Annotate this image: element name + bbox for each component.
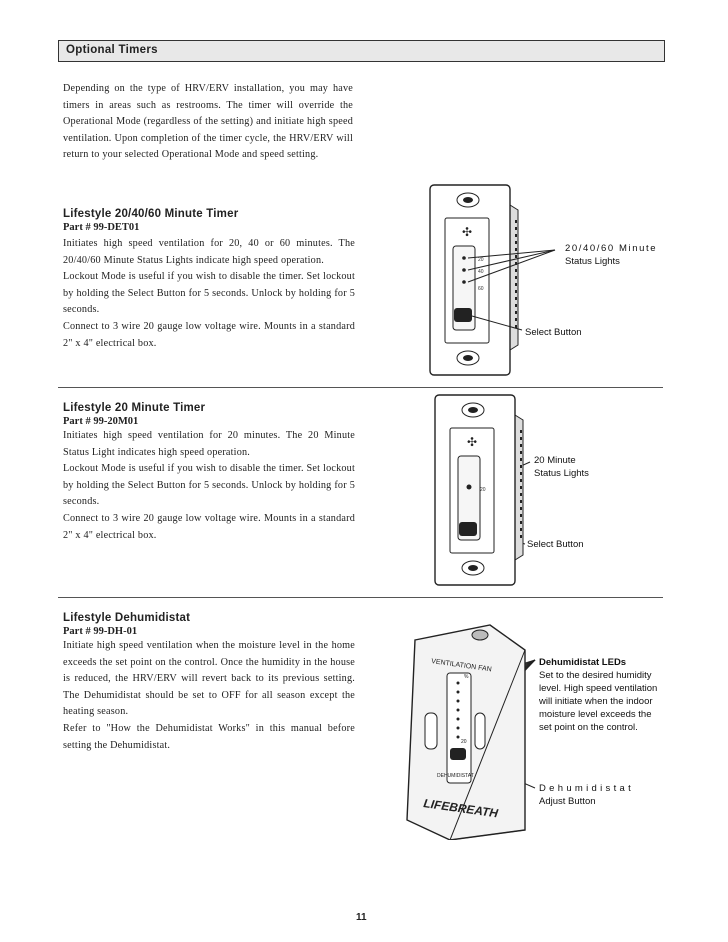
part-number: Part # 99-DH-01 [63, 626, 138, 637]
right-slot [475, 713, 485, 749]
led [457, 736, 460, 739]
percent-label: % [464, 674, 469, 680]
device-top-label: VENTILATION FAN [430, 658, 493, 674]
label-20: 20 [478, 257, 484, 263]
status-light-20 [467, 485, 472, 490]
led [457, 700, 460, 703]
intro-paragraph: Depending on the type of HRV/ERV installation, you may have timers in areas such as restrooms. The timer will override the Operational Mode (regardless of the setting) and initiate high speed ventilation. Upon completion of the timer cycle, the HRV/ERV will return to your selected Operational Mode and speed setting. [63, 83, 353, 161]
led [457, 691, 460, 694]
bottom-screw [468, 565, 478, 571]
led [457, 727, 460, 730]
fan-icon: ✣ [462, 225, 473, 239]
label-20: 20 [461, 739, 467, 745]
callout-dehumidistat-leds: Dehumidistat LEDs Set to the desired humidity level. High speed ventilation will initiate when the indoor moisture level exceeds the set point on the control. [539, 657, 658, 733]
paragraph: Lockout Mode is useful if you wish to disable the timer. Set lockout by holding the Select Button for 5 seconds. Unlock by holding for 5 seconds. [63, 271, 355, 316]
paragraph: Initiate high speed ventilation when the moisture level in the home exceeds the set point on the control. Once the humidity in the house is reduced, the HRV/ERV will revert back to its previous setting. The Dehumidistat should be set to OFF for all season except the heating season. [63, 640, 355, 718]
section-title: Lifestyle 20/40/60 Minute Timer [63, 208, 239, 220]
page-number: 11 [356, 912, 367, 923]
paragraph: Connect to 3 wire 20 gauge low voltage wire. Mounts in a standard 2" x 4" electrical box. [63, 512, 355, 541]
adjust-button [450, 748, 466, 760]
paragraph: Initiates high speed ventilation for 20, 40 or 60 minutes. The 20/40/60 Minute Status Lights indicate high speed operation. [63, 238, 355, 266]
led [457, 682, 460, 685]
brand-logo: LIFEBREATH [422, 796, 499, 821]
top-screw [468, 407, 478, 413]
paragraph: Refer to "How the Dehumidistat Works" in this manual before setting the Dehumidistat. [63, 722, 355, 751]
section-title: Lifestyle Dehumidistat [63, 612, 191, 624]
leader-line [472, 316, 522, 330]
leader-line [468, 250, 555, 270]
label-60: 60 [478, 286, 484, 292]
callout-select-button: Select Button [527, 539, 584, 550]
device-mode-label: DEHUMIDISTAT [437, 773, 474, 779]
callout-status-lights: 20/40/60 Minute Status Lights [565, 243, 658, 267]
callout-status-light: 20 Minute Status Lights [534, 455, 589, 479]
label-20: 20 [480, 487, 486, 493]
led [457, 709, 460, 712]
callout-adjust-button: Dehumidistat Adjust Button [539, 783, 635, 807]
label-40: 40 [478, 269, 484, 275]
callout-select-button: Select Button [525, 327, 582, 338]
dehumidistat-illustration [395, 615, 535, 840]
paragraph: Initiates high speed ventilation for 20 minutes. The 20 Minute Status Light indicates high speed operation. [63, 430, 355, 458]
top-knob [472, 630, 488, 640]
part-number: Part # 99-DET01 [63, 222, 140, 233]
select-button [459, 522, 477, 536]
left-slot [425, 713, 437, 749]
paragraph: Connect to 3 wire 20 gauge low voltage wire. Mounts in a standard 2" x 4" electrical box. [63, 320, 355, 349]
led [457, 718, 460, 721]
section-title: Lifestyle 20 Minute Timer [63, 402, 206, 414]
section-header-title: Optional Timers [66, 44, 158, 56]
part-number: Part # 99-20M01 [63, 416, 139, 427]
leader-line [468, 250, 555, 258]
fan-icon: ✣ [467, 435, 478, 449]
paragraph: Lockout Mode is useful if you wish to disable the timer. Set lockout by holding the Select Button for 5 seconds. Unlock by holding for 5 seconds. [63, 463, 355, 508]
timer-20-minute-illustration [425, 390, 535, 590]
leader-line [468, 250, 555, 282]
